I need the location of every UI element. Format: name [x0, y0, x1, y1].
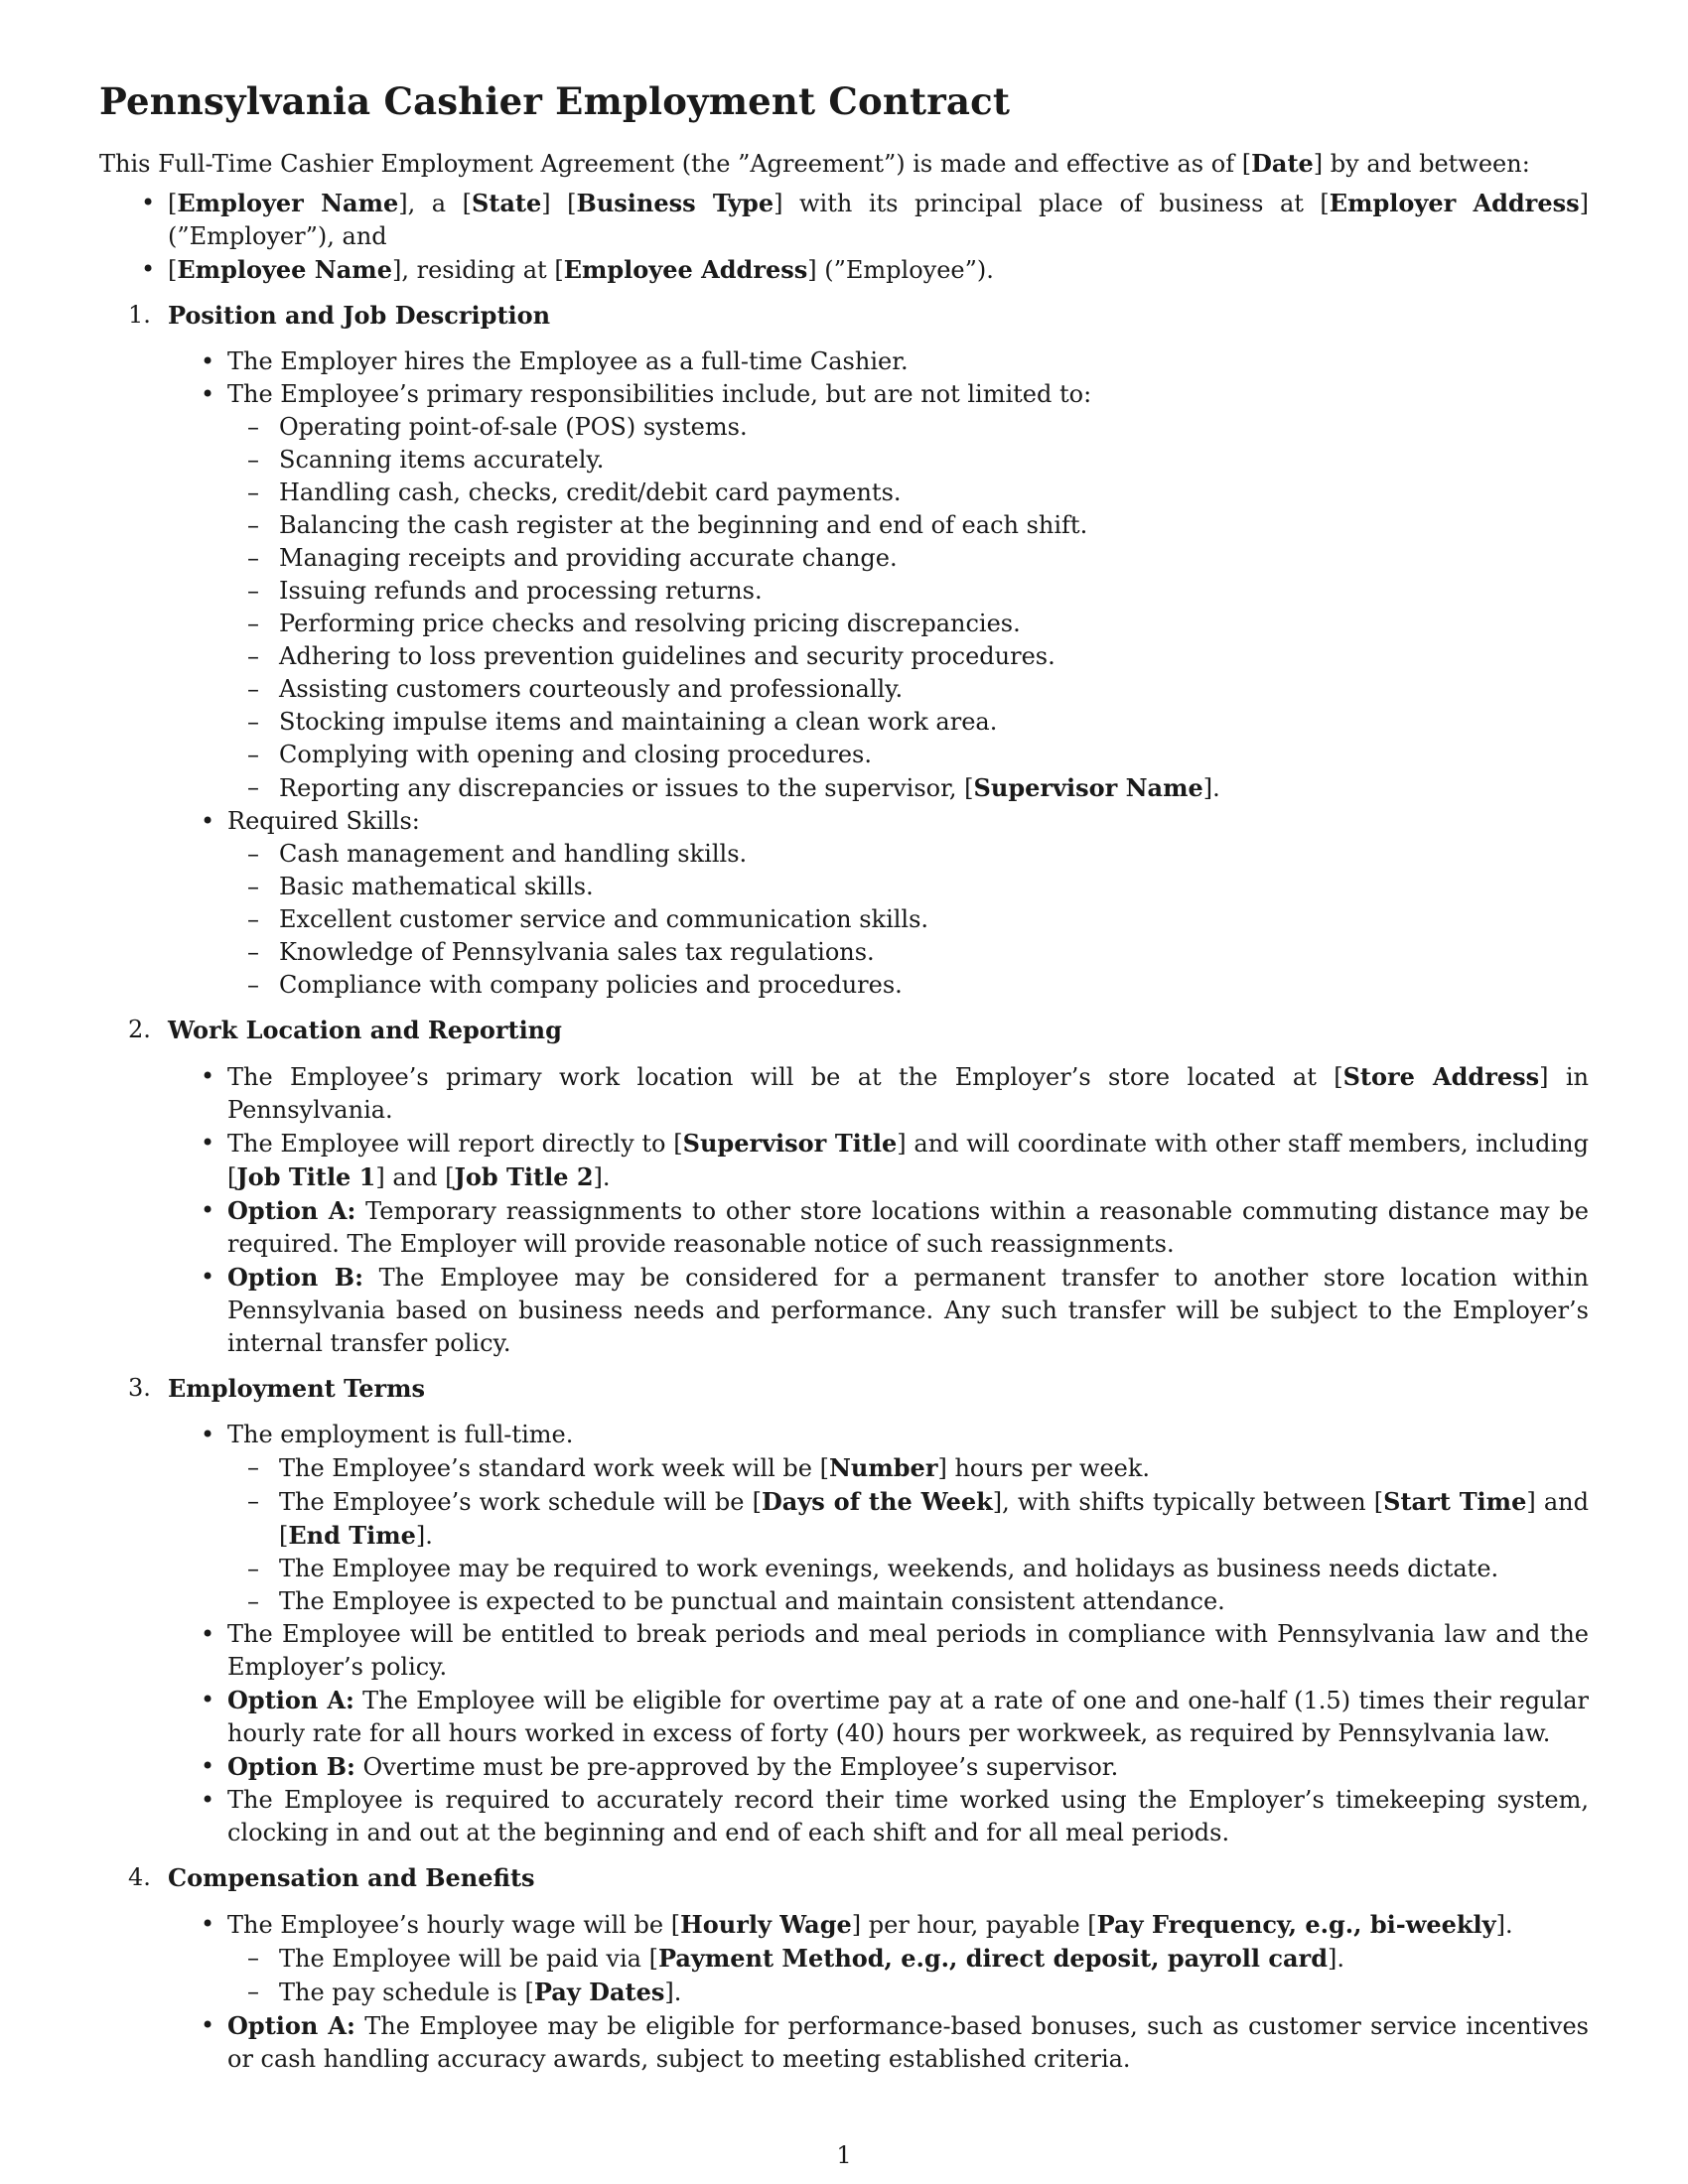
list-item: • Option A: Temporary reassignments to other store locations within a reasonable commuting distance may be required. The Employer will provide reasonable notice of such reassignments. — [168, 1194, 1589, 1261]
list-item: – Adhering to loss prevention guidelines and security procedures. — [227, 640, 1589, 673]
section-4 — [99, 1861, 1589, 2076]
list-item: – Cash management and handling skills. — [227, 838, 1589, 871]
party-employee: • [Employee Name], residing at [Employee Address] (”Employee”). — [99, 253, 1589, 287]
list-item: • The Employee is required to accurately record their time worked using the Employer’s timekeeping system, clocking in and out at the beginning and end of each shift and for all meal periods. — [168, 1784, 1589, 1849]
section-heading: 4. Compensation and Benefits — [128, 1863, 535, 1892]
section-heading: 3. Employment Terms — [128, 1374, 426, 1403]
list-item: • Option A: The Employee will be eligible for overtime pay at a rate of one and one-half (1.5) times their regular hourly rate for all hours worked in excess of forty (40) hours per workweek, as required by Pennsylvania law. — [168, 1684, 1589, 1750]
list-item: – Excellent customer service and communication skills. — [227, 903, 1589, 936]
section-1-bullets — [168, 345, 1589, 1002]
list-item: • Option A: The Employee may be eligible for performance-based bonuses, such as customer service incentives or cash handling accuracy awards, subject to meeting established criteria. — [168, 2009, 1589, 2076]
list-item: – The pay schedule is [Pay Dates]. — [227, 1976, 1589, 2009]
section-4-bullets — [168, 1908, 1589, 2076]
list-item: • The Employee will report directly to [Supervisor Title] and will coordinate with other staff members, including [Job Title 1] and [Job Title 2]. — [168, 1127, 1589, 1194]
skills-list — [227, 838, 1589, 1002]
list-item: – The Employee may be required to work evenings, weekends, and holidays as business needs dictate. — [227, 1553, 1589, 1585]
list-item: – Performing price checks and resolving pricing discrepancies. — [227, 608, 1589, 640]
section-2-bullets — [168, 1060, 1589, 1360]
parties-list — [99, 187, 1589, 287]
list-item: • Option B: Overtime must be pre-approved by the Employee’s supervisor. — [168, 1750, 1589, 1784]
document-content — [99, 79, 1589, 2076]
section-heading: 1. Position and Job Description — [128, 301, 551, 330]
section-1 — [99, 299, 1589, 1002]
list-item: • Required Skills: – Cash management and handling skills. – Basic mathematical skills. – Excellent customer service and communication skills. – Knowledge of Pennsylvania sales tax regulations. – Compliance with company policies and procedures. — [168, 805, 1589, 1002]
list-item: – The Employee’s standard work week will be [Number] hours per week. — [227, 1451, 1589, 1485]
list-item: • The Employee will be entitled to break periods and meal periods in compliance with Pennsylvania law and the Employer’s policy. — [168, 1618, 1589, 1684]
list-item: – Handling cash, checks, credit/debit card payments. — [227, 477, 1589, 509]
list-item: • The Employer hires the Employee as a full-time Cashier. — [168, 345, 1589, 378]
list-item: – Reporting any discrepancies or issues to the supervisor, [Supervisor Name]. — [227, 771, 1589, 805]
list-item: – Scanning items accurately. — [227, 444, 1589, 477]
duties-list — [227, 411, 1589, 805]
payment-list — [227, 1942, 1589, 2009]
sections-list — [99, 299, 1589, 2076]
list-item: • The employment is full-time. – The Employee’s standard work week will be [Number] hours per week. – The Employee’s work schedule will be [Days of the Week], with shifts typically between [Start Time] and [End Time]. – The Employee may be required to work evenings, weekends, and holidays as business needs dictate. – The Employee is expected to be punctual and maintain consistent attendance. — [168, 1419, 1589, 1618]
page-number: 1 — [836, 2141, 852, 2169]
list-item: – Complying with opening and closing procedures. — [227, 739, 1589, 771]
list-item: – The Employee will be paid via [Payment Method, e.g., direct deposit, payroll card]. — [227, 1942, 1589, 1976]
list-item: – Basic mathematical skills. — [227, 871, 1589, 903]
list-item: – Operating point-of-sale (POS) systems. — [227, 411, 1589, 444]
list-item: – Balancing the cash register at the beginning and end of each shift. — [227, 509, 1589, 542]
list-item: – Managing receipts and providing accurate change. — [227, 542, 1589, 575]
list-item: – The Employee is expected to be punctual and maintain consistent attendance. — [227, 1585, 1589, 1618]
list-item: – Knowledge of Pennsylvania sales tax regulations. — [227, 936, 1589, 969]
list-item: – Stocking impulse items and maintaining a clean work area. — [227, 706, 1589, 739]
schedule-list — [227, 1451, 1589, 1618]
list-item: • The Employee’s hourly wage will be [Hourly Wage] per hour, payable [Pay Frequency, e.g., bi-weekly]. – The Employee will be paid via [Payment Method, e.g., direct deposit, payroll card]. – The pay schedule is [Pay Dates]. — [168, 1908, 1589, 2009]
section-2 — [99, 1014, 1589, 1360]
list-item: – The Employee’s work schedule will be [Days of the Week], with shifts typically between [Start Time] and [End Time]. — [227, 1485, 1589, 1553]
section-heading: 2. Work Location and Reporting — [128, 1016, 562, 1044]
list-item: • The Employee’s primary work location will be at the Employer’s store located at [Store Address] in Pennsylvania. — [168, 1060, 1589, 1127]
list-item: • Option B: The Employee may be considered for a permanent transfer to another store location within Pennsylvania based on business needs and performance. Any such transfer will be subject to the Employer’s internal transfer policy. — [168, 1261, 1589, 1360]
list-item: – Issuing refunds and processing returns. — [227, 575, 1589, 608]
party-employer: • [Employer Name], a [State] [Business Type] with its principal place of business at [Employer Address] (”Employer”), and — [99, 187, 1589, 253]
section-3 — [99, 1372, 1589, 1849]
list-item: • The Employee’s primary responsibilities include, but are not limited to: – Operating point-of-sale (POS) systems. – Scanning items accurately. – Handling cash, checks, credit/debit card payments. – Balancing the cash register at the beginning and end of each shift. – Managing receipts and providing accurate change. – Issuing refunds and processing returns. – Performing price checks and resolving pricing discrepancies. – Adhering to loss prevention guidelines and security procedures. – Assisting customers courteously and professionally. – Stocking impulse items and maintaining a clean work area. – Complying with opening and closing procedures. – Reporting any discrepancies or issues to the supervisor, [Supervisor Name]. — [168, 378, 1589, 805]
list-item: – Assisting customers courteously and professionally. — [227, 673, 1589, 706]
section-3-bullets — [168, 1419, 1589, 1849]
document-title: Pennsylvania Cashier Employment Contract — [99, 79, 1011, 123]
list-item: – Compliance with company policies and procedures. — [227, 969, 1589, 1002]
intro-paragraph: This Full-Time Cashier Employment Agreement (the ”Agreement”) is made and effective as of [Date] by and between: — [99, 149, 1530, 178]
